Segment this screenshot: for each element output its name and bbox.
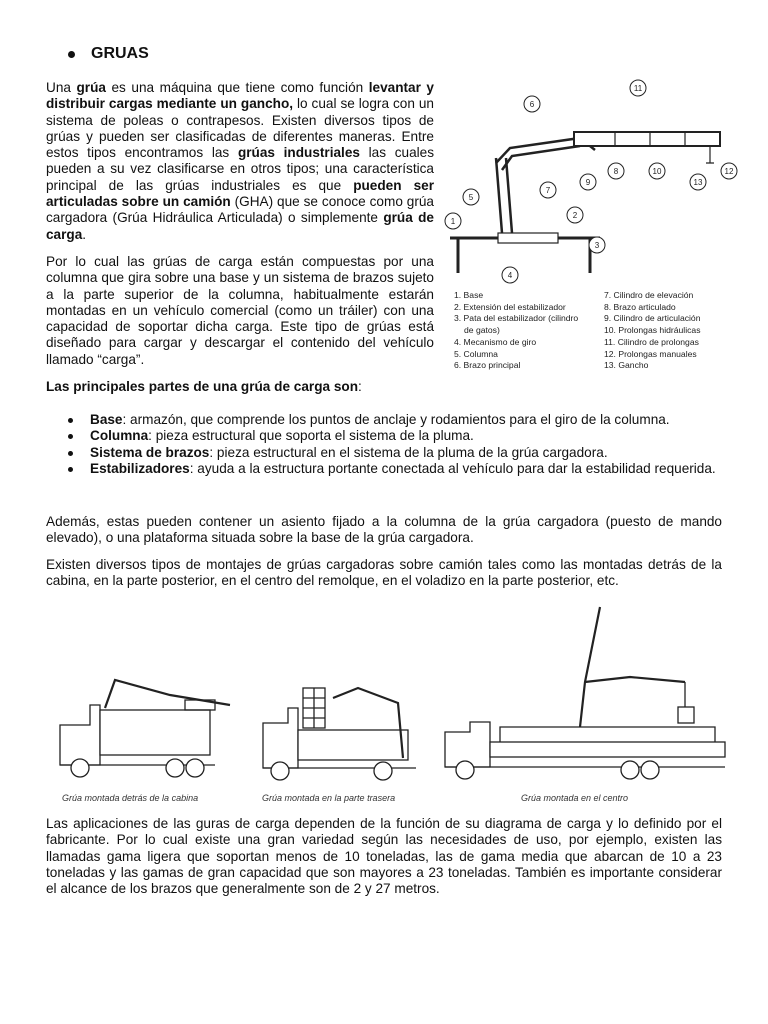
legend-item: 5. Columna — [454, 348, 498, 359]
legend-item: 3. Pata del estabilizador (cilindro — [454, 313, 579, 324]
callout-label: 13 — [693, 178, 703, 187]
callout-label: 2 — [572, 211, 578, 220]
legend-item: 8. Brazo articulado — [604, 301, 676, 312]
legend-item: 10. Prolongas hidráulicas — [604, 325, 701, 336]
section-heading — [52, 46, 149, 62]
applications-paragraph: Las aplicaciones de las guras de carga dependen de la función de su diagrama de carga y lo definido por el fabricante. Por lo cual existe una gran variedad según las necesidades de uso, por ejemplo, existen las llamadas gama ligera que soportan menos de 10 toneladas, las de gama media que abarcan de 10 a 23 toneladas y las gamas de gran capacidad que son mayores a 23 toneladas. También es importante considerar el alcance de los brazos que generalmente son de 2 y 27 metros. — [46, 816, 722, 897]
list-item: Estabilizadores: ayuda a la estructura portante conectada al vehículo para dar la estabilidad requerida. — [68, 461, 723, 477]
callout-label: 1 — [450, 217, 456, 226]
truck-crane-center-illustration — [440, 602, 730, 785]
diagram-legend — [454, 290, 744, 372]
list-item: Base: armazón, que comprende los puntos de anclaje y rodamientos para el giro de la columna. — [68, 412, 723, 428]
callout-label: 12 — [724, 167, 734, 176]
intro-paragraph: Una grúa es una máquina que tiene como función levantar y distribuir cargas mediante un gancho, lo cual se logra con un sistema de poleas o contrapesos. Existen diversos tipos de grúas y pueden ser clasificadas de diferentes maneras. Entre estos tipos encontramos las grúas industriales las cuales pueden a su vez clasificarse en otros tipos; una característica principal de las grúas industriales es que pueden ser articuladas sobre un camión (GHA) que se conoce como grúa cargadora (Grúa Hidráulica Articulada) o simplemente grúa de carga. — [46, 80, 435, 242]
mounting-paragraph: Existen diversos tipos de montajes de grúas cargadoras sobre camión tales como las montadas detrás de la cabina, en la parte posterior, en el centro del remolque, en el voladizo en la parte posterior, etc. — [46, 557, 722, 589]
legend-item: 12. Prolongas manuales — [604, 348, 697, 359]
truck-crane-behind-cab-illustration — [55, 660, 250, 785]
legend-item: 13. Gancho — [604, 360, 649, 371]
legend-item: 9. Cilindro de articulación — [604, 313, 701, 324]
legend-item: 7. Cilindro de elevación — [604, 290, 694, 300]
callout-label: 10 — [652, 167, 662, 176]
callout-label: 8 — [613, 167, 619, 176]
parts-heading: Las principales partes de una grúa de carga son: — [46, 379, 362, 394]
callout-label: 5 — [468, 193, 474, 202]
caption-behind-cab: Grúa montada detrás de la cabina — [62, 793, 199, 803]
list-item: Sistema de brazos: pieza estructural en el sistema de la pluma de la grúa cargadora. — [68, 445, 723, 461]
caption-rear: Grúa montada en la parte trasera — [262, 793, 396, 803]
seat-paragraph: Además, estas pueden contener un asiento fijado a la columna de la grúa cargadora (puesto de mando elevado), o una plataforma situada sobre la base de la grúa cargadora. — [46, 514, 722, 546]
legend-item: 1. Base — [454, 290, 484, 300]
bullet-dot — [68, 51, 75, 58]
list-item: Columna: pieza estructural que soporta el sistema de la pluma. — [68, 428, 723, 444]
callout-label: 4 — [507, 271, 513, 280]
callout-label: 3 — [594, 241, 600, 250]
crane-parts-diagram — [440, 78, 740, 288]
caption-center: Grúa montada en el centro — [521, 793, 629, 803]
callout-label: 6 — [529, 100, 535, 109]
heading-text: GRUAS — [91, 45, 149, 62]
legend-item: 6. Brazo principal — [454, 360, 521, 371]
legend-item: de gatos) — [464, 325, 500, 336]
parts-list — [68, 412, 723, 477]
truck-crane-rear-illustration — [258, 668, 428, 785]
callout-label: 9 — [585, 178, 591, 187]
legend-item: 2. Extensión del estabilizador — [454, 301, 566, 312]
legend-item: 11. Cilindro de prolongas — [604, 336, 699, 347]
callout-label: 7 — [545, 186, 551, 195]
legend-item: 4. Mecanismo de giro — [454, 336, 537, 347]
callout-label: 11 — [633, 84, 643, 93]
composition-paragraph: Por lo cual las grúas de carga están compuestas por una columna que gira sobre una base y un sistema de brazos sujeto a la parte superior de la columna, habitualmente estarán montadas en un vehículo comercial (como un tráiler) con una capacidad de soportar dicha carga. Este tipo de grúas está diseñado para cargar y descargar el contenido del vehículo llamado “carga”. — [46, 254, 434, 367]
